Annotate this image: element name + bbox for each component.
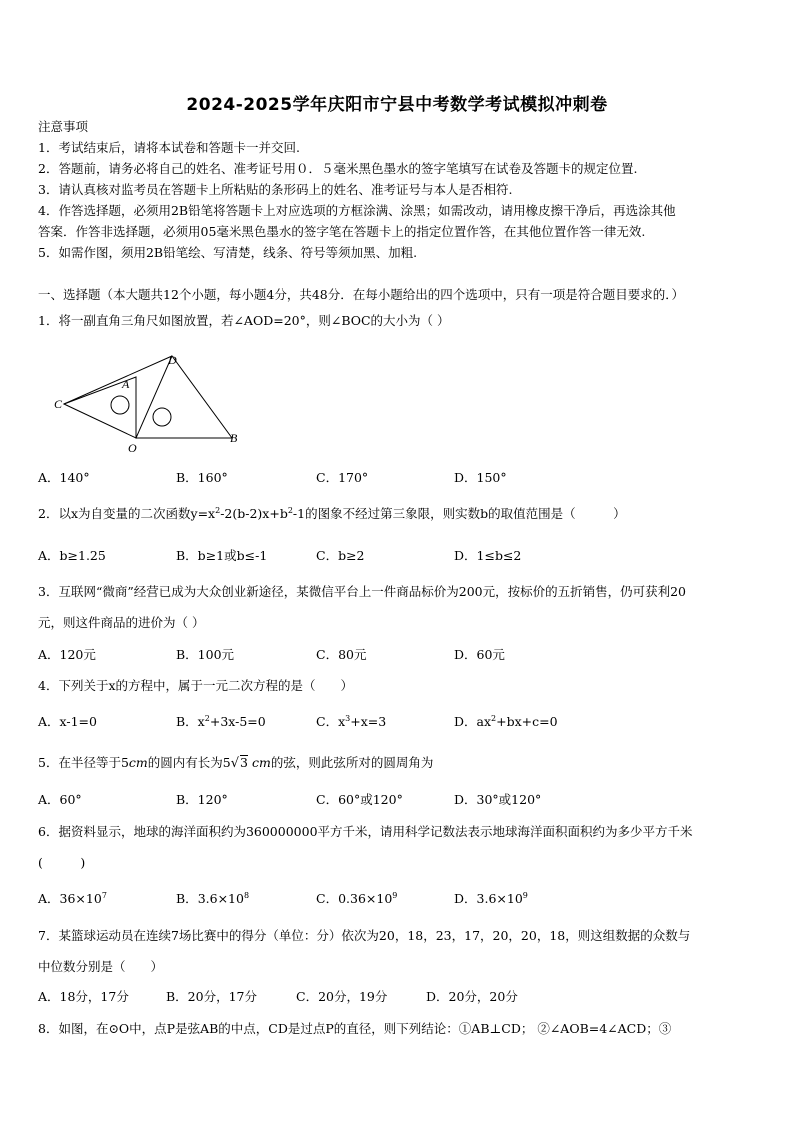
triangle-hole-left: [111, 396, 129, 414]
q5-option-a: A．60°: [38, 792, 82, 807]
q7-stem-line2: 中位数分别是（ ）: [38, 959, 164, 974]
q7-option-a: A．18分，17分: [38, 989, 129, 1004]
q3-option-a: A．120元: [38, 647, 96, 662]
q6-option-d: D．$3.6\times 10^9$: [454, 890, 528, 906]
q2-option-a: A．b≥1.25: [38, 548, 106, 563]
q7-stem-line1: 7．某篮球运动员在连续7场比赛中的得分（单位：分）依次为20，18，23，17，20，20，18，则这组数据的众数与: [38, 928, 691, 943]
q4-option-b: B．$x^2+3x-5=0$: [176, 713, 266, 729]
q3-option-d: D．60元: [454, 647, 505, 662]
q7-option-b: B．20分，17分: [166, 989, 257, 1004]
q4-option-a: A．x-1=0: [38, 714, 97, 729]
section-heading: 一、选择题（本大题共12个小题，每小题4分，共48分．在每小题给出的四个选项中，只有一项是符合题目要求的．）: [38, 287, 685, 302]
q8-stem: 8．如图，在⊙O中，点P是弦AB的中点，CD是过点P的直径，则下列结论：①AB⊥CD； ②∠AOB=4∠ACD；③: [38, 1021, 672, 1036]
q6-stem-line2: ( ): [38, 855, 86, 870]
q3-stem-line2: 元，则这件商品的进价为（ ）: [38, 615, 205, 630]
q6-option-b: B．$3.6\times 10^8$: [176, 890, 250, 906]
q1-triangle-figure: [50, 350, 250, 458]
page-title: 2024-2025学年庆阳市宁县中考数学考试模拟冲刺卷: [186, 95, 608, 115]
q7-option-c: C．20分，19分: [296, 989, 388, 1004]
q4-option-c: C．$x^3+x=3$: [316, 713, 387, 729]
notice-item-1: 1．考试结束后，请将本试卷和答题卡一并交回.: [38, 140, 300, 155]
q6-option-a: A．$36\times 10^7$: [38, 890, 107, 906]
notice-item-5: 5．如需作图，须用2B铅笔绘、写清楚，线条、符号等须加黑、加粗.: [38, 245, 418, 260]
q2-option-d: D．1≤b≤2: [454, 548, 522, 563]
q3-option-c: C．80元: [316, 647, 367, 662]
q2-option-c: C．b≥2: [316, 548, 365, 563]
q4-stem: 4．下列关于x的方程中，属于一元二次方程的是（ ）: [38, 678, 354, 693]
q4-option-d: D．$ax^2+bx+c=0$: [454, 713, 558, 729]
triangle-hole-right: [153, 408, 171, 426]
q1-stem: 1．将一副直角三角尺如图放置，若∠AOD=20°，则∠BOC的大小为（ ）: [38, 313, 450, 328]
notice-heading: 注意事项: [38, 119, 89, 134]
q1-option-b: B．160°: [176, 470, 228, 485]
q1-option-c: C．170°: [316, 470, 369, 485]
q5-option-d: D．30°或120°: [454, 792, 542, 807]
label-c: C: [54, 397, 63, 411]
label-b: B: [230, 431, 238, 445]
q7-option-d: D．20分，20分: [426, 989, 518, 1004]
q5-option-c: C．60°或120°: [316, 792, 403, 807]
q1-option-d: D．150°: [454, 470, 507, 485]
notice-item-2: 2．答题前，请务必将自己的姓名、准考证号用０．５毫米黑色墨水的签字笔填写在试卷及答题卡的规定位置.: [38, 161, 638, 176]
q5-option-b: B．120°: [176, 792, 228, 807]
q3-option-b: B．100元: [176, 647, 235, 662]
label-d: D: [168, 353, 177, 367]
q5-stem: 5．在半径等于5cm的圆内有长为5√3 cm的弦，则此弦所对的圆周角为: [38, 755, 434, 771]
q2-option-b: B．b≥1或b≤-1: [176, 548, 268, 563]
label-o: O: [128, 441, 137, 455]
triangle-odb: [136, 356, 232, 438]
q3-stem-line1: 3．互联网“微商”经营已成为大众创业新途径，某微信平台上一件商品标价为200元，按标价的五折销售，仍可获利20: [38, 584, 687, 599]
q2-stem: 2．以x为自变量的二次函数$y=x^2-2(b-2)x+b^2-1$的图象不经过第三象限，则实数b的取值范围是（ ）: [38, 505, 626, 521]
label-a: A: [122, 377, 130, 391]
notice-item-4: 4．作答选择题，必须用2B铅笔将答题卡上对应选项的方框涂满、涂黑；如需改动，请用橡皮擦干净后，再选涂其他: [38, 203, 676, 218]
q1-option-a: A．140°: [38, 470, 90, 485]
q6-option-c: C．$0.36\times 10^9$: [316, 890, 398, 906]
notice-item-3: 3．请认真核对监考员在答题卡上所粘贴的条形码上的姓名、准考证号与本人是否相符.: [38, 182, 513, 197]
q6-stem-line1: 6．据资料显示，地球的海洋面积约为360000000平方千米，请用科学记数法表示地球海洋面积面积约为多少平方千米: [38, 824, 693, 839]
notice-item-4-cont: 答案．作答非选择题，必须用05毫米黑色墨水的签字笔在答题卡上的指定位置作答，在其他位置作答一律无效.: [38, 224, 646, 239]
